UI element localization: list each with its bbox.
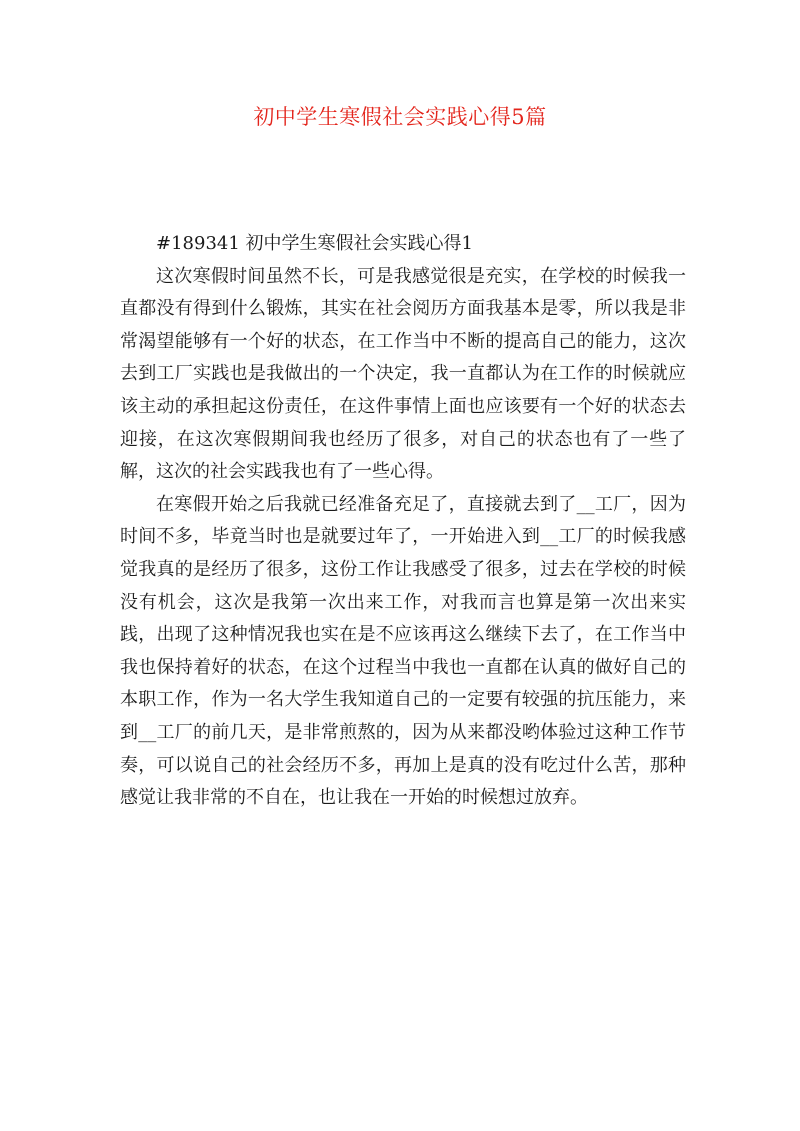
document-body xyxy=(120,228,686,815)
paragraph-1: 这次寒假时间虽然不长，可是我感觉很是充实，在学校的时候我一直都没有得到什么锻炼，其实在社会阅历方面我基本是零，所以我是非常渴望能够有一个好的状态，在工作当中不断的提高自己的能力，这次去到工厂实践也是我做出的一个决定，我一直都认为在工作的时候就应该主动的承担起这份责任，在这件事情上面也应该要有一个好的状态去迎接，在这次寒假期间我也经历了很多，对自己的状态也有了一些了解，这次的社会实践我也有了一些心得。 xyxy=(120,265,686,483)
paragraph-2: 在寒假开始之后我就已经准备充足了，直接就去到了__工厂，因为时间不多，毕竟当时也是就要过年了，一开始进入到__工厂的时候我感觉我真的是经历了很多，这份工作让我感受了很多，过去在学校的时候没有机会，这次是我第一次出来工作，对我而言也算是第一次出来实践，出现了这种情况我也实在是不应该再这么继续下去了，在工作当中我也保持着好的状态，在这个过程当中我也一直都在认真的做好自己的本职工作，作为一名大学生我知道自己的一定要有较强的抗压能力，来到__工厂的前几天，是非常煎熬的，因为从来都没哟体验过这种工作节奏，可以说自己的社会经历不多，再加上是真的没有吃过什么苦，那种感觉让我非常的不自在，也让我在一开始的时候想过放弃。 xyxy=(120,493,686,809)
section-heading: #189341 初中学生寒假社会实践心得1 xyxy=(156,233,473,254)
document-title: 初中学生寒假社会实践心得5篇 xyxy=(253,105,547,129)
